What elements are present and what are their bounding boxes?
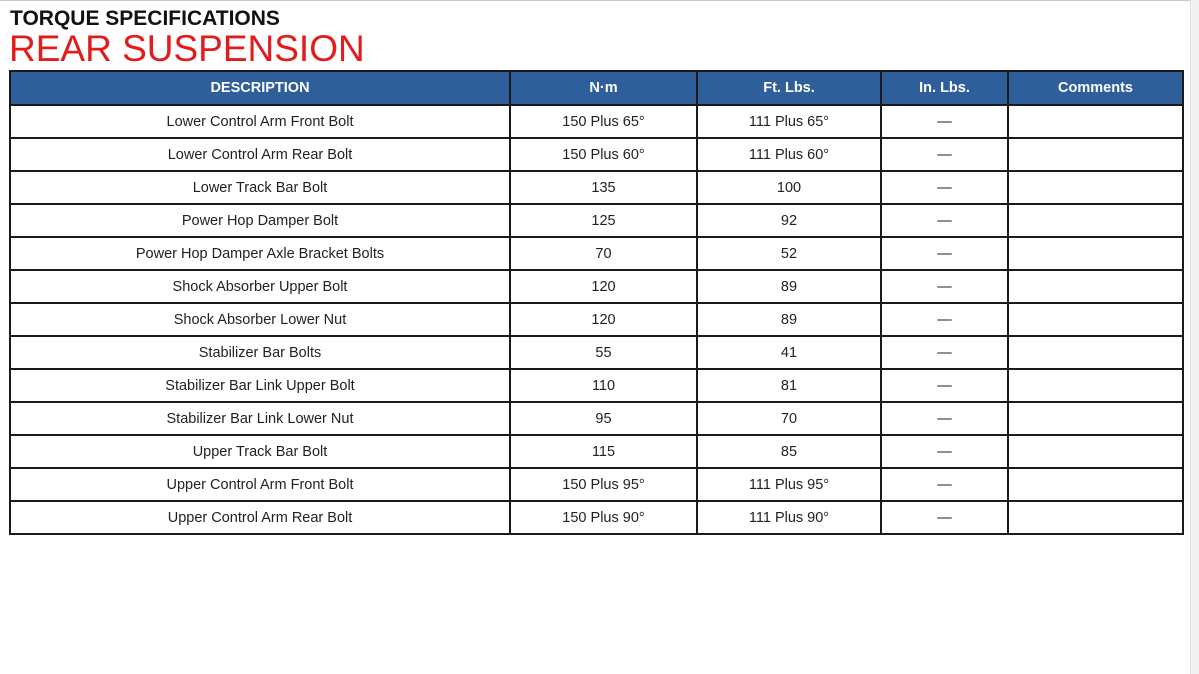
cell-comments (1008, 402, 1183, 435)
table-row (10, 270, 1183, 303)
column-header-nm: N·m (510, 71, 697, 105)
cell-ft-lbs: 111 Plus 90° (697, 501, 881, 534)
cell-in-lbs: — (881, 501, 1008, 534)
cell-comments (1008, 336, 1183, 369)
table-row (10, 501, 1183, 534)
cell-comments (1008, 237, 1183, 270)
cell-nm: 70 (510, 237, 697, 270)
cell-nm: 95 (510, 402, 697, 435)
cell-nm: 55 (510, 336, 697, 369)
cell-description: Upper Control Arm Rear Bolt (10, 501, 510, 534)
cell-nm: 150 Plus 95° (510, 468, 697, 501)
table-row (10, 435, 1183, 468)
cell-description: Upper Control Arm Front Bolt (10, 468, 510, 501)
cell-comments (1008, 105, 1183, 138)
cell-description: Stabilizer Bar Link Upper Bolt (10, 369, 510, 402)
table-row (10, 402, 1183, 435)
cell-ft-lbs: 92 (697, 204, 881, 237)
cell-in-lbs: — (881, 435, 1008, 468)
cell-ft-lbs: 81 (697, 369, 881, 402)
cell-ft-lbs: 111 Plus 95° (697, 468, 881, 501)
cell-in-lbs: — (881, 270, 1008, 303)
cell-in-lbs: — (881, 237, 1008, 270)
cell-ft-lbs: 70 (697, 402, 881, 435)
table-row (10, 237, 1183, 270)
table-row (10, 336, 1183, 369)
cell-in-lbs: — (881, 171, 1008, 204)
cell-in-lbs: — (881, 138, 1008, 171)
cell-nm: 150 Plus 90° (510, 501, 697, 534)
top-border (0, 0, 1199, 1)
cell-description: Stabilizer Bar Bolts (10, 336, 510, 369)
cell-description: Power Hop Damper Bolt (10, 204, 510, 237)
cell-nm: 150 Plus 65° (510, 105, 697, 138)
table-row (10, 204, 1183, 237)
cell-in-lbs: — (881, 336, 1008, 369)
table-row (10, 369, 1183, 402)
cell-ft-lbs: 111 Plus 60° (697, 138, 881, 171)
cell-comments (1008, 171, 1183, 204)
cell-ft-lbs: 52 (697, 237, 881, 270)
cell-comments (1008, 303, 1183, 336)
cell-in-lbs: — (881, 204, 1008, 237)
cell-in-lbs: — (881, 369, 1008, 402)
column-header-comments: Comments (1008, 71, 1183, 105)
cell-comments (1008, 468, 1183, 501)
cell-in-lbs: — (881, 105, 1008, 138)
table-row (10, 303, 1183, 336)
cell-description: Lower Control Arm Front Bolt (10, 105, 510, 138)
cell-description: Stabilizer Bar Link Lower Nut (10, 402, 510, 435)
page-title: TORQUE SPECIFICATIONS (10, 7, 280, 30)
cell-description: Lower Track Bar Bolt (10, 171, 510, 204)
cell-description: Shock Absorber Upper Bolt (10, 270, 510, 303)
column-header-ft-lbs: Ft. Lbs. (697, 71, 881, 105)
scrollbar-track[interactable] (1190, 0, 1199, 674)
cell-comments (1008, 270, 1183, 303)
cell-nm: 120 (510, 303, 697, 336)
table-row (10, 138, 1183, 171)
table-row (10, 171, 1183, 204)
cell-nm: 135 (510, 171, 697, 204)
table-row (10, 105, 1183, 138)
cell-comments (1008, 204, 1183, 237)
cell-ft-lbs: 89 (697, 303, 881, 336)
cell-comments (1008, 138, 1183, 171)
cell-in-lbs: — (881, 402, 1008, 435)
cell-comments (1008, 435, 1183, 468)
torque-spec-table (9, 70, 1184, 535)
column-header-description: DESCRIPTION (10, 71, 510, 105)
cell-nm: 150 Plus 60° (510, 138, 697, 171)
cell-nm: 120 (510, 270, 697, 303)
table-row (10, 468, 1183, 501)
cell-nm: 125 (510, 204, 697, 237)
page-subtitle: REAR SUSPENSION (9, 28, 365, 69)
cell-in-lbs: — (881, 468, 1008, 501)
cell-description: Lower Control Arm Rear Bolt (10, 138, 510, 171)
cell-description: Shock Absorber Lower Nut (10, 303, 510, 336)
cell-ft-lbs: 41 (697, 336, 881, 369)
cell-description: Power Hop Damper Axle Bracket Bolts (10, 237, 510, 270)
table-header-row (10, 71, 1183, 105)
cell-ft-lbs: 100 (697, 171, 881, 204)
cell-ft-lbs: 85 (697, 435, 881, 468)
cell-ft-lbs: 89 (697, 270, 881, 303)
cell-description: Upper Track Bar Bolt (10, 435, 510, 468)
cell-comments (1008, 501, 1183, 534)
cell-nm: 115 (510, 435, 697, 468)
cell-ft-lbs: 111 Plus 65° (697, 105, 881, 138)
column-header-in-lbs: In. Lbs. (881, 71, 1008, 105)
cell-nm: 110 (510, 369, 697, 402)
cell-in-lbs: — (881, 303, 1008, 336)
cell-comments (1008, 369, 1183, 402)
